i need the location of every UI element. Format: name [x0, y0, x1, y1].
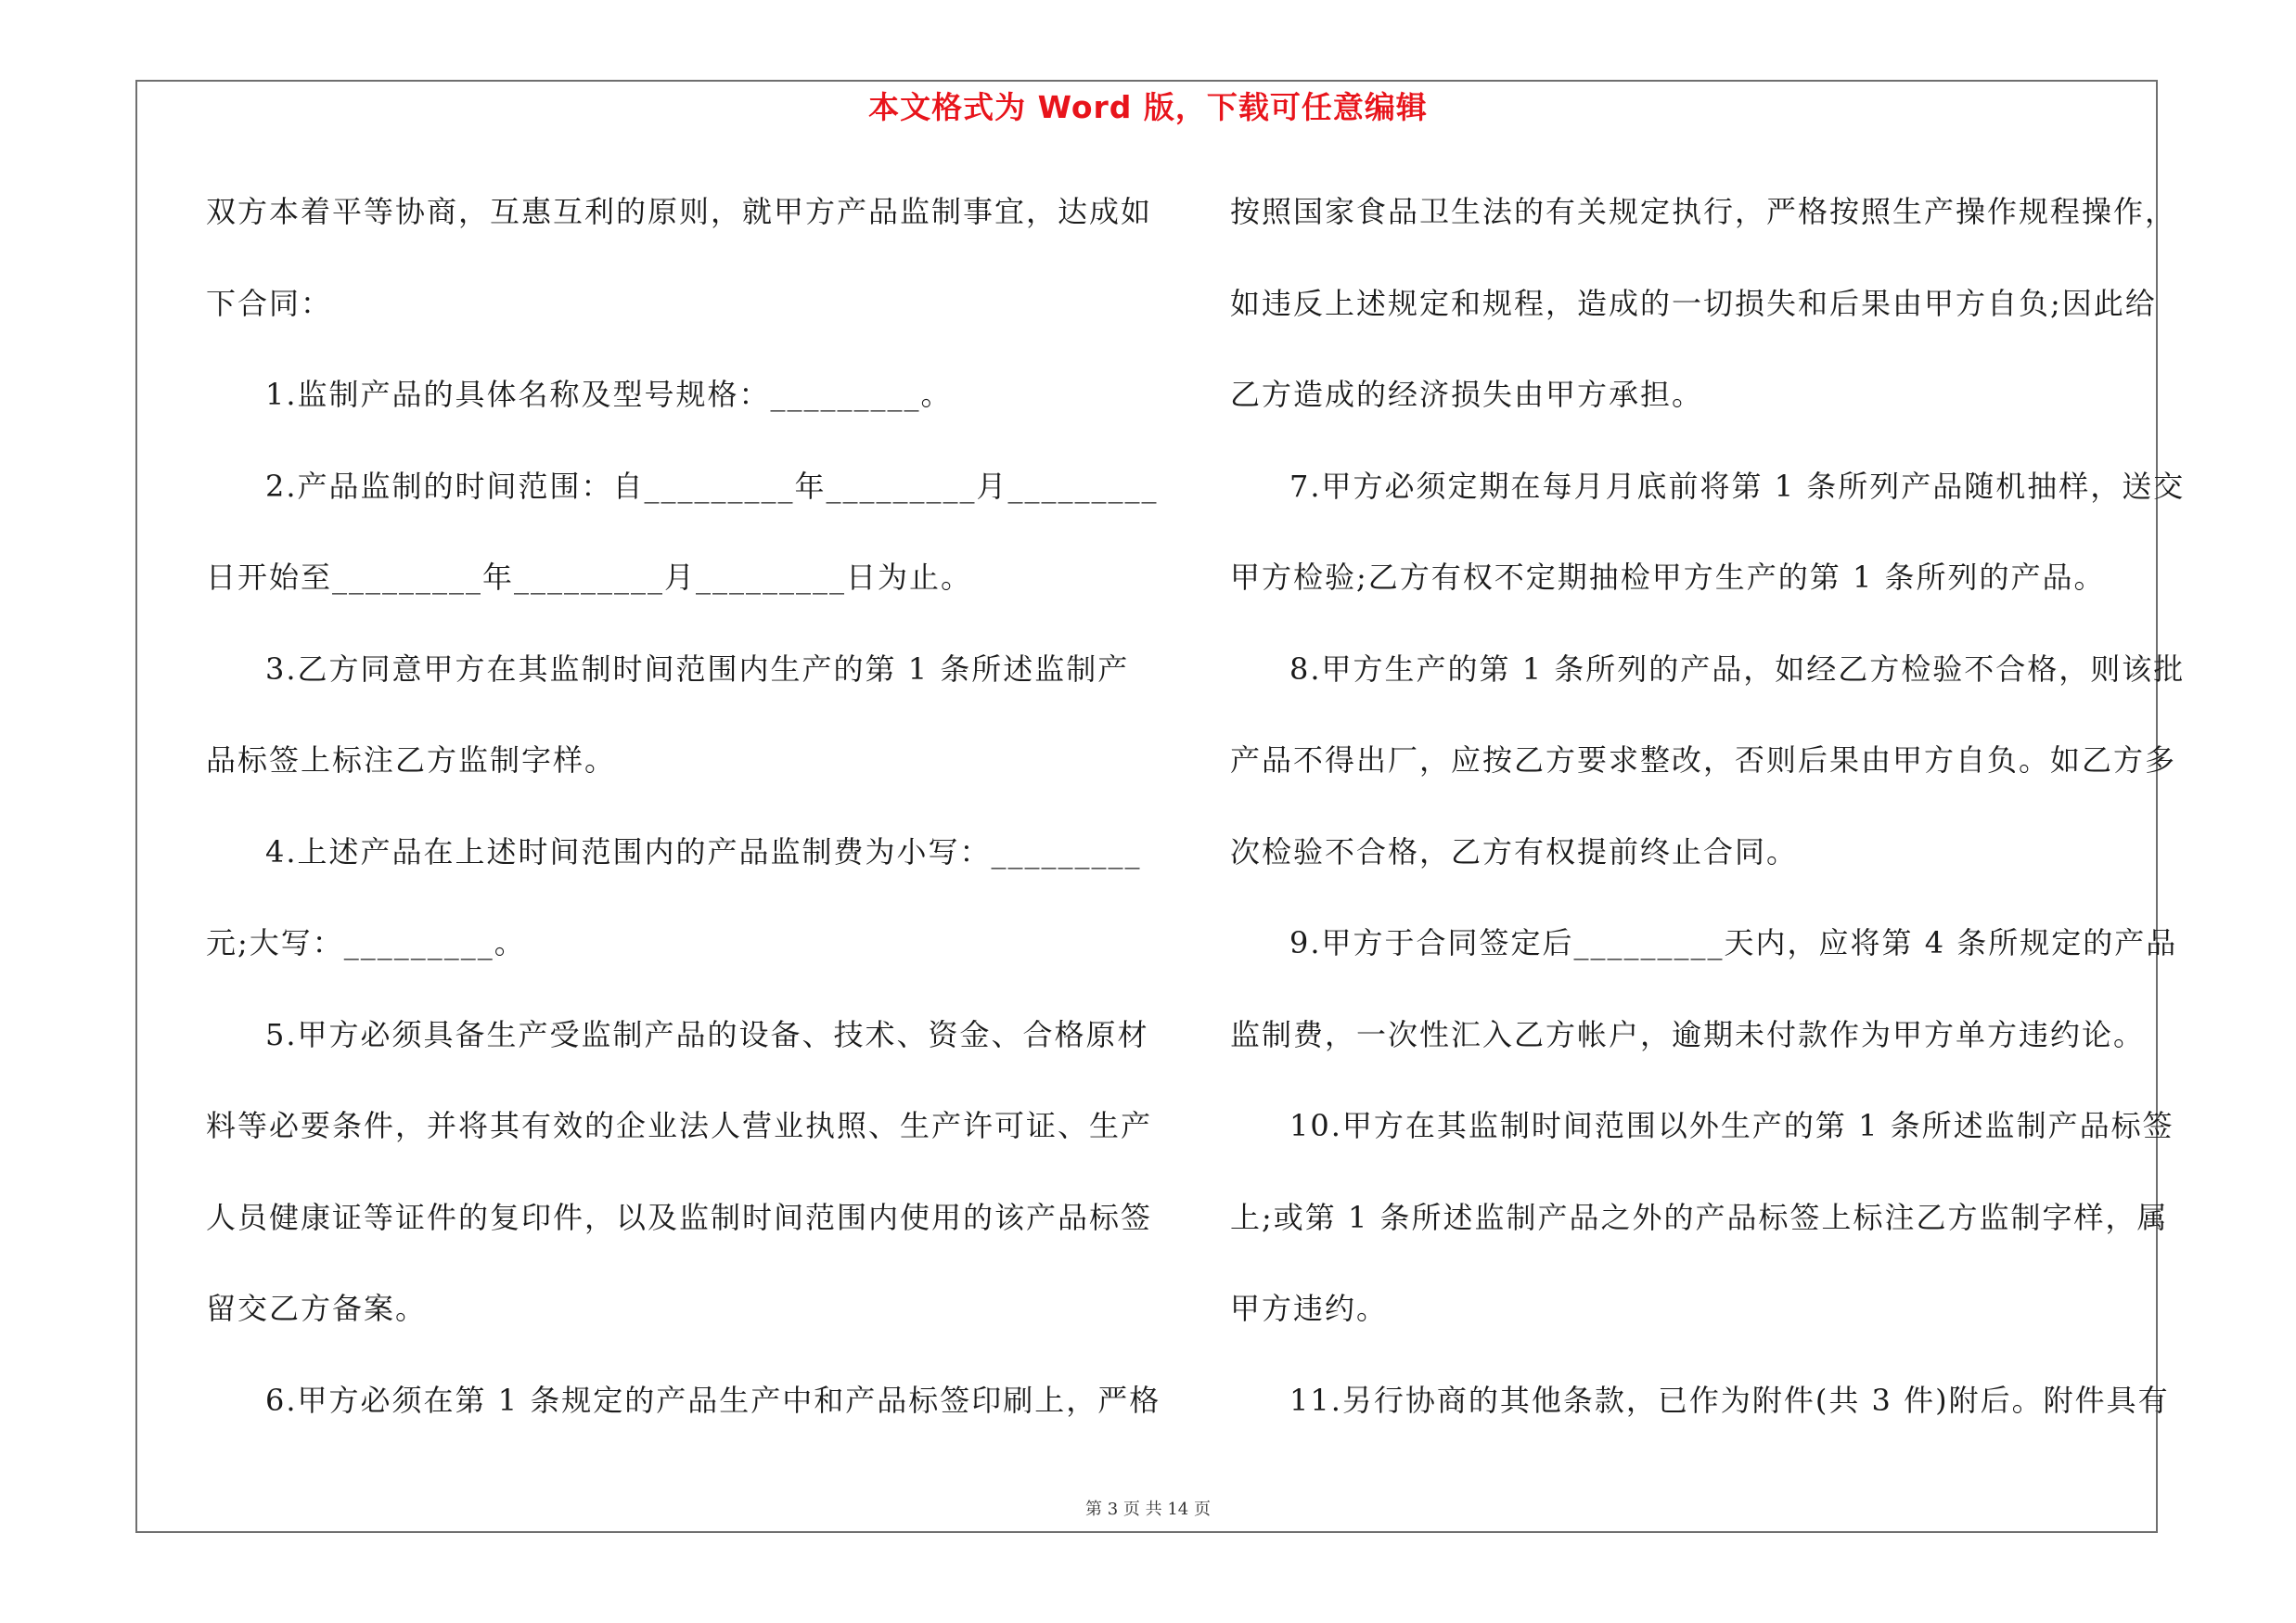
format-notice-banner: 本文格式为 Word 版，下载可任意编辑 [868, 89, 1428, 125]
text-line: 双方本着平等协商，互惠互利的原则，就甲方产品监制事宜，达成如 [206, 194, 1153, 229]
clause-8: 8.甲方生产的第 1 条所列的产品，如经乙方检验不合格，则该批 [1289, 650, 2186, 687]
text-line: 甲方违约。 [1230, 1291, 1389, 1326]
clause-3: 3.乙方同意甲方在其监制时间范围内生产的第 1 条所述监制产 [265, 650, 1130, 687]
page-number-footer: 第 3 页 共 14 页 [1085, 1500, 1211, 1519]
text-line: 如违反上述规定和规程，造成的一切损失和后果由甲方自负;因此给 [1230, 285, 2157, 321]
text-line: 人员健康证等证件的复印件，以及监制时间范围内使用的该产品标签 [206, 1199, 1153, 1235]
right-text-column [1230, 184, 2186, 1463]
clause-6: 6.甲方必须在第 1 条规定的产品生产中和产品标签印刷上，严格 [265, 1382, 1161, 1418]
text-line: 按照国家食品卫生法的有关规定执行，严格按照生产操作规程操作， [1230, 194, 2177, 229]
text-line: 料等必要条件，并将其有效的企业法人营业执照、生产许可证、生产 [206, 1108, 1153, 1143]
clause-11: 11.另行协商的其他条款，已作为附件(共 3 件)附后。附件具有 [1289, 1382, 2170, 1418]
text-line: 乙方造成的经济损失由甲方承担。 [1230, 377, 1704, 412]
clause-4: 4.上述产品在上述时间范围内的产品监制费为小写：_________ [265, 833, 1142, 869]
text-line: 日开始至_________年_________月_________日为止。 [206, 560, 973, 595]
text-line: 监制费，一次性汇入乙方帐户，逾期未付款作为甲方单方违约论。 [1230, 1016, 2146, 1052]
clause-2: 2.产品监制的时间范围：自_________年_________月_________ [265, 468, 1159, 504]
clause-10: 10.甲方在其监制时间范围以外生产的第 1 条所述监制产品标签 [1289, 1108, 2174, 1143]
clause-5: 5.甲方必须具备生产受监制产品的设备、技术、资金、合格原材 [265, 1016, 1149, 1052]
text-line: 次检验不合格，乙方有权提前终止合同。 [1230, 833, 1799, 869]
text-line: 元;大写：_________。 [206, 925, 526, 960]
text-line: 甲方检验;乙方有权不定期抽检甲方生产的第 1 条所列的产品。 [1230, 560, 2106, 595]
left-text-column [206, 184, 1161, 1463]
text-line: 下合同： [206, 285, 333, 321]
text-line: 留交乙方备案。 [206, 1291, 428, 1326]
clause-9: 9.甲方于合同签定后_________天内，应将第 4 条所规定的产品 [1289, 925, 2178, 960]
clause-1: 1.监制产品的具体名称及型号规格：_________。 [265, 377, 953, 412]
text-line: 产品不得出厂，应按乙方要求整改，否则后果由甲方自负。如乙方多 [1230, 742, 2177, 778]
clause-7: 7.甲方必须定期在每月月底前将第 1 条所列产品随机抽样，送交 [1289, 468, 2186, 504]
text-line: 品标签上标注乙方监制字样。 [206, 742, 617, 778]
text-line: 上;或第 1 条所述监制产品之外的产品标签上标注乙方监制字样，属 [1230, 1199, 2169, 1235]
